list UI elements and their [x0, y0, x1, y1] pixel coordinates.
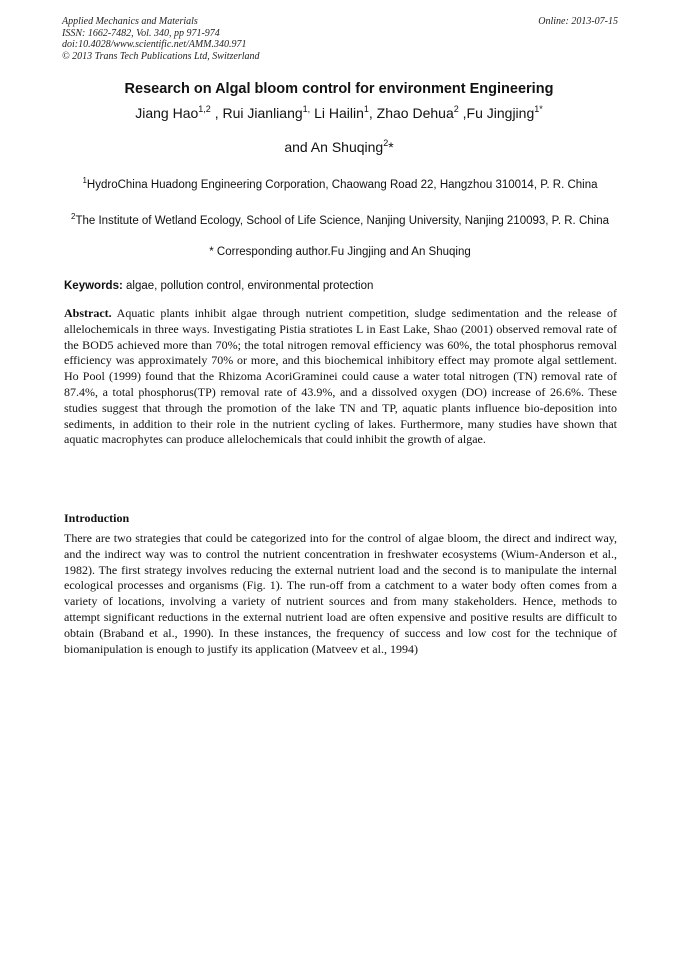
introduction-heading: Introduction — [64, 511, 130, 525]
author-name: Jiang Hao — [135, 105, 199, 121]
author-affiliation-mark: 2 — [453, 104, 459, 114]
keywords-label: Keywords: — [64, 280, 123, 292]
author-affiliation-mark: 2 — [383, 138, 389, 148]
affiliation-mark: 2 — [70, 212, 76, 221]
author-name: Zhao Dehua — [376, 105, 454, 121]
abstract — [64, 306, 617, 448]
author-line-1 — [0, 104, 678, 121]
author-separator: , — [210, 105, 223, 121]
introduction-text: There are two strategies that could be categorized into for the control of algae bloom, the direct and indirect way, and the indirect way was to control the nutrient concentration in freshwater ecosystems (Wium-Anderson et al., 1982). The first strategy involves reducing the external nutrient load and the second is to manipulate the internal ecological processes and organisms (Fig. 1). The run-off from a catchment to a water body often comes from a variety of locations, involving a variety of nutrient sources and from many stakeholders. Hence, methods to attempt significant reductions in the external nutrient load are often expensive and positive results are difficult to obtain (Braband et al., 1990). In these instances, the frequency of success and low cost for the technique of biomanipulation is enough to justify its application (Matveev et al., 1994) — [64, 531, 617, 656]
author-affiliation-mark: 1 — [363, 104, 369, 114]
journal-header — [62, 16, 618, 62]
affiliation-text: HydroChina Huadong Engineering Corporation, Chaowang Road 22, Hangzhou 310014, P. R. China — [86, 179, 598, 191]
author-name: Rui Jianliang — [222, 105, 303, 121]
journal-name: Applied Mechanics and Materials — [62, 16, 198, 27]
author-line-2 — [0, 138, 678, 155]
abstract-label: Abstract. — [64, 306, 112, 320]
author-separator: , — [458, 105, 467, 121]
corresponding-mark: * — [388, 139, 394, 155]
abstract-text: Aquatic plants inhibit algae through nutrient competition, sludge sedimentation and the release of allelochemicals in three ways. Investigating Pistia stratiotes L in East Lake, Shao (2001) observed removal rate of the BOD5 achieved more than 70%; the total nitrogen removal efficiency was 60%, the total phosphorus removal efficiency was approximately 70% or more, and this biochemical inhibitory effect may promote algal settlement. Ho Pool (1999) found that the Rhizoma AcoriGraminei could cause a water total nitrogen (TN) removal rate of 87.4%, a total phosphorus(TP) removal rate of 43.9%, and a dissolved oxygen (DO) increase of 26.6%. These studies suggest that through the promotion of the lake TN and TP, aquatic plants influence bio-deposition into sediments, in addition to their role in the nutrient cycling of lakes. Furthermore, many studies have shown that aquatic macrophytes can produce allelochemicals that could inhibit the growth of algae. — [64, 306, 617, 447]
author-name: Li Hailin — [314, 105, 364, 121]
keywords — [64, 280, 618, 292]
issn-line: ISSN: 1662-7482, Vol. 340, pp 971-974 — [62, 27, 220, 39]
keywords-text: algae, pollution control, environmental protection — [122, 280, 374, 292]
affiliation-2 — [62, 209, 618, 230]
corresponding-author: * Corresponding author.Fu Jingjing and An Shuqing — [209, 246, 471, 258]
doi-line: doi:10.4028/www.scientific.net/AMM.340.971 — [62, 39, 247, 50]
author-affiliation-mark: 1, — [302, 104, 311, 114]
author-separator: , — [368, 105, 377, 121]
affiliation-text: The Institute of Wetland Ecology, School of Life Science, Nanjing University, Nanjing 210093, P. R. China — [75, 215, 609, 227]
affiliation-mark: 1 — [82, 176, 87, 185]
author-affiliation-mark: 1* — [534, 104, 543, 114]
online-date: Online: 2013-07-15 — [538, 16, 618, 27]
affiliation-1 — [62, 173, 618, 194]
copyright-line: © 2013 Trans Tech Publications Ltd, Switzerland — [62, 50, 260, 62]
author-name: Fu Jingjing — [466, 105, 535, 121]
author-name: and An Shuqing — [284, 139, 384, 155]
author-affiliation-mark: 1,2 — [198, 104, 211, 114]
paper-title: Research on Algal bloom control for environment Engineering — [124, 81, 554, 97]
